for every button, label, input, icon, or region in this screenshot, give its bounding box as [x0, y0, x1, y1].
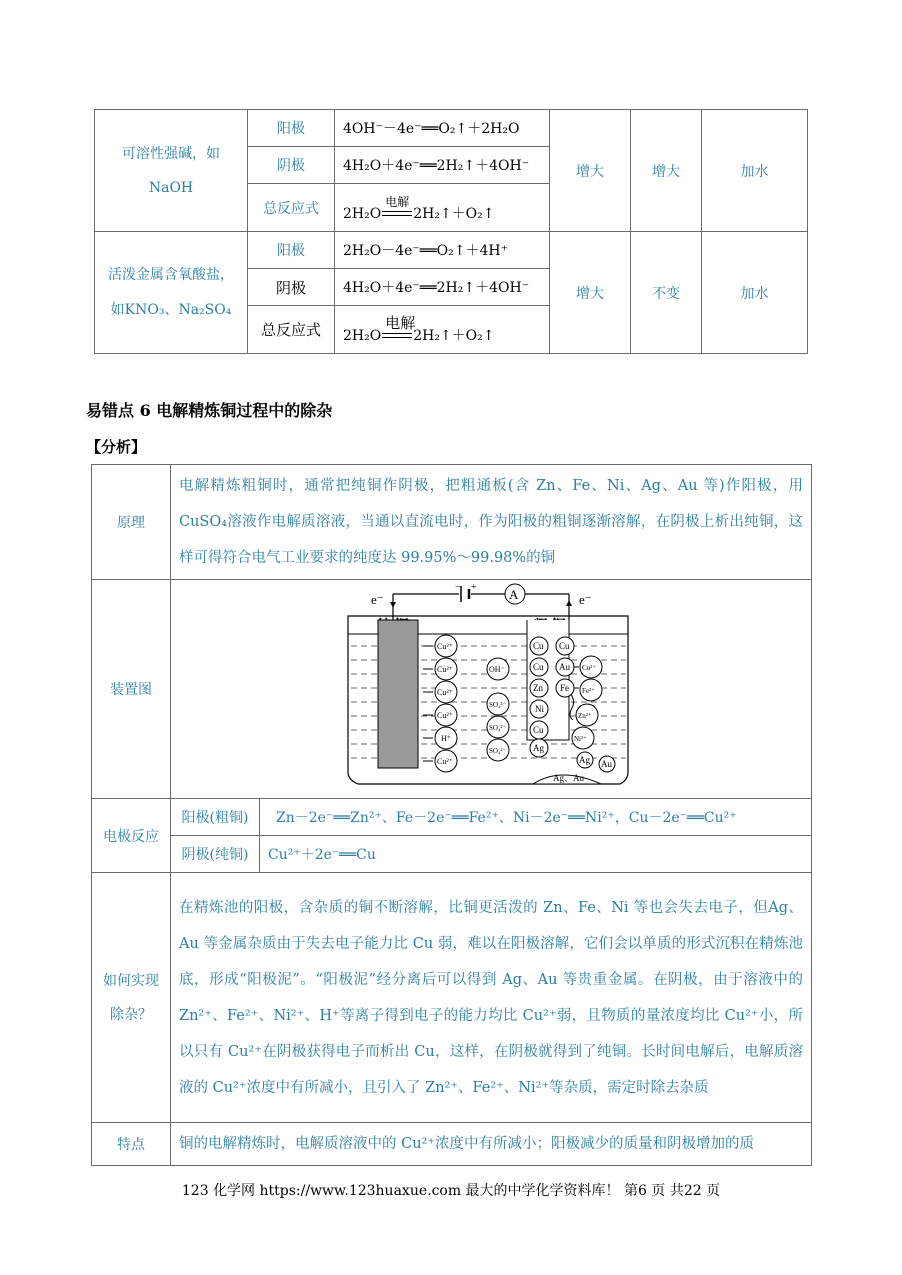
category-cell: 活泼金属含氧酸盐，如KNO₃、Na₂SO₄ — [95, 232, 248, 354]
electrolytic-cell-diagram — [171, 580, 811, 798]
section-title: 易错点 6 电解精炼铜过程中的除杂 — [86, 401, 333, 420]
ion-circle: SO₄²⁻ — [489, 701, 507, 709]
cathode-ion-column — [435, 635, 457, 772]
total-label: 总反应式 — [248, 306, 335, 354]
cathode-label: 阴极 — [248, 269, 335, 306]
ion-circle: Cu²⁺ — [582, 664, 596, 672]
electrolysis-table — [94, 109, 808, 354]
total-equation — [335, 306, 550, 354]
anode-equation: 2H₂O－4e⁻══O₂↑＋4H⁺ — [335, 232, 550, 269]
cathode-equation: 4H₂O＋4e⁻══2H₂↑＋4OH⁻ — [335, 147, 550, 184]
removal-label: 如何实现除杂？ — [92, 873, 171, 1123]
svg-text:−: − — [455, 582, 461, 593]
ion-circle: SO₄²⁻ — [489, 724, 507, 732]
anode-mud-label: Ag、Au — [553, 773, 584, 783]
value-cell-a: 增大 — [550, 110, 631, 232]
falling-metals — [577, 752, 615, 772]
total-eq-right: 2H₂↑＋O₂↑ — [413, 327, 495, 344]
electrolysis-arrow — [381, 313, 416, 344]
anion-column — [487, 658, 509, 761]
ion-circle: Cu²⁺ — [437, 688, 453, 697]
value-cell-b: 增大 — [631, 110, 702, 232]
total-equation — [335, 184, 550, 232]
ion-circle: OH⁻ — [489, 665, 505, 674]
page-footer: 123 化学网 https://www.123huaxue.com 最大的中学化学资料库！ 第6 页 共22 页 — [181, 1183, 721, 1199]
atom-circle: Cu — [533, 662, 544, 672]
electrolysis-label: 电解 — [385, 313, 416, 332]
atom-circle: Ag — [533, 743, 544, 753]
ion-circle: Cu²⁺ — [437, 642, 453, 651]
value-cell-a: 增大 — [550, 232, 631, 354]
electrolysis-label: 电解 — [385, 194, 410, 209]
anode-label: 阳极(粗铜) — [171, 799, 260, 836]
anode-equation: Zn－2e⁻══Zn²⁺、Fe－2e⁻══Fe²⁺、Ni－2e⁻══Ni²⁺，Cu－2e⁻══Cu²⁺ — [260, 799, 812, 836]
refining-table — [91, 464, 812, 1166]
feature-label: 特点 — [92, 1123, 171, 1166]
ion-circle: Cu²⁺ — [437, 665, 453, 674]
atom-circle: Ag — [579, 755, 590, 765]
ion-circle: Ni²⁺ — [574, 735, 587, 743]
analysis-label: 【分析】 — [86, 438, 147, 456]
e-left: e⁻ — [371, 592, 384, 607]
principle-text: 电解精炼粗铜时，通常把纯铜作阴极，把粗通板(含 Zn、Fe、Ni、Ag、Au 等)作阳极，用CuSO₄溶液作电解质溶液，当通以直流电时，作为阳极的粗铜逐渐溶解，在阴极上析出纯铜，这样可得符合电气工业要求的纯度达 99.95%～99.98%的铜 — [171, 465, 812, 580]
anode-label: 阳极 — [248, 232, 335, 269]
removal-text: 在精炼池的阳极，含杂质的铜不断溶解，比铜更活泼的 Zn、Fe、Ni 等也会失去电子，但Ag、Au 等金属杂质由于失去电子能力比 Cu 弱，难以在阳极溶解，它们会以单质的形式沉积在精炼池底，形成“阳极泥”。“阳极泥”经分离后可以得到 Ag、Au 等贵重金属。在阴极，由于溶液中的 Zn²⁺、Fe²⁺、Ni²⁺、H⁺等离子得到电子的能力均比 Cu²⁺弱，且物质的量浓度均比 Cu²⁺小，所以只有 Cu²⁺在阴极获得电子而析出 Cu，这样，在阴极就得到了纯铜。长时间电解后，电解质溶液的 Cu²⁺浓度中有所减小，且引入了 Zn²⁺、Fe²⁺、Ni²⁺等杂质，需定时除去杂质 — [171, 873, 812, 1123]
atom-circle: Cu — [533, 641, 544, 651]
released-ions — [572, 656, 602, 749]
device-label: 装置图 — [92, 580, 171, 799]
atom-circle: Fe — [560, 683, 569, 693]
value-cell-b: 不变 — [631, 232, 702, 354]
cathode-equation: Cu²⁺＋2e⁻══Cu — [260, 836, 812, 873]
atom-circle: Cu — [559, 641, 570, 651]
ammeter-label: A — [509, 587, 519, 602]
feature-text: 铜的电解精炼时，电解质溶液中的 Cu²⁺浓度中有所减小；阳极减少的质量和阴极增加的质 — [171, 1123, 812, 1166]
ion-circle: Cu²⁺ — [437, 757, 453, 766]
total-label: 总反应式 — [248, 184, 335, 232]
principle-label: 原理 — [92, 465, 171, 580]
value-cell-c: 加水 — [702, 232, 808, 354]
total-eq-left: 2H₂O — [343, 327, 382, 344]
anode-label: 阳极 — [248, 110, 335, 147]
electrolysis-arrow — [381, 194, 413, 222]
value-cell-c: 加水 — [702, 110, 808, 232]
cathode-equation: 4H₂O＋4e⁻══2H₂↑＋4OH⁻ — [335, 269, 550, 306]
atom-circle: Zn — [533, 683, 543, 693]
atom-circle: Cu — [533, 725, 544, 735]
svg-text:+: + — [471, 582, 477, 593]
ion-circle: Fe²⁺ — [582, 687, 595, 695]
anode-equation: 4OH⁻－4e⁻══O₂↑＋2H₂O — [335, 110, 550, 147]
ion-circle: Zn²⁺ — [578, 712, 592, 720]
atom-circle: Au — [601, 759, 612, 769]
cathode-label: 阴极(纯铜) — [171, 836, 260, 873]
e-right: e⁻ — [579, 592, 592, 607]
ion-circle: Cu²⁺ — [437, 711, 453, 720]
electrode-label: 电极反应 — [92, 799, 171, 873]
ion-circle: H⁺ — [441, 734, 451, 743]
category-cell: 可溶性强碱，如NaOH — [95, 110, 248, 232]
atom-circle: Ni — [535, 704, 544, 714]
total-eq-left: 2H₂O — [343, 205, 382, 222]
ion-circle: SO₄²⁻ — [489, 747, 507, 755]
cathode-label: 阴极 — [248, 147, 335, 184]
total-eq-right: 2H₂↑＋O₂↑ — [413, 205, 495, 222]
atom-circle: Au — [559, 662, 570, 672]
device-diagram-cell — [171, 580, 812, 799]
